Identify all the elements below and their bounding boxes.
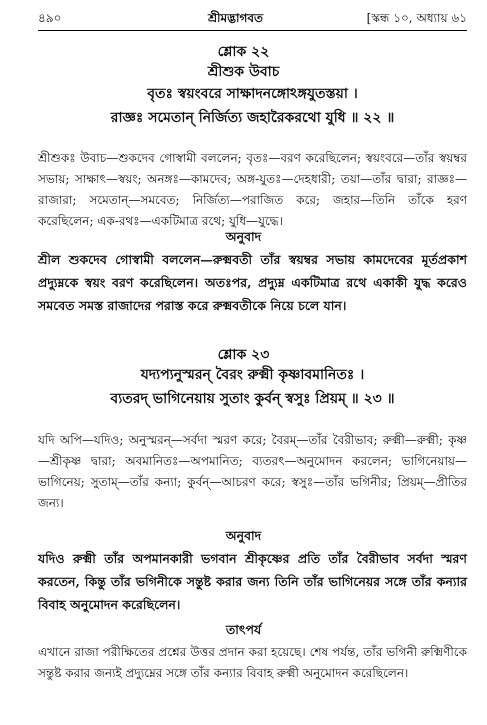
purport-heading: তাৎপর্য xyxy=(225,622,262,637)
verse22-label: শ্লোক ২২ xyxy=(217,44,270,60)
purport-text: এখানে রাজা পরীক্ষিতের প্রশ্নের উত্তর প্রদান করা হয়েছে। শেষ পর্যন্ত, তাঁর ভগিনী রুক্মিণীকে সন্তুষ্ট করার জন্যই প্রদ্যুম্নের সঙ্গে তাঁর কন্যার বিবাহ রুক্মী অনুমোদন করেছিলেন। xyxy=(38,645,467,680)
verse22-text xyxy=(40,82,465,130)
verse23-line2: ব্যতরদ্ ভাগিনেয়ায় সুতাং কুর্বন্ স্বসুঃ প্রিয়ম্ ॥ ২৩ ॥ xyxy=(110,391,395,407)
header-rule xyxy=(38,30,467,31)
verse22-synonyms: শ্রীশুকঃ উবাচ—শুকদেব গোস্বামী বললেন; বৃতঃ—বরণ করেছিলেন; স্বয়ংবরে—তাঁর স্বয়ম্বর সভায়; সাক্ষাৎ—স্বয়ং; অনঙ্গঃ—কামদেব; অঙ্গ-যুতঃ—দেহধারী; তয়া—তাঁর দ্বারা; রাজ্ঞঃ—রাজারা; সমেতান্—সমবেত; নির্জিত্য—পরাজিত করে; জহার—তিনি তাঁকে হরণ করেছিলেন; এক-রথঃ—একটিমাত্র রথে; যুধি—যুদ্ধে। xyxy=(38,151,467,228)
verse23-text xyxy=(40,363,465,411)
page-number: ৪৯০ xyxy=(38,11,62,25)
verse23-translation-heading: অনুবাদ xyxy=(225,528,262,543)
verse22-line1: বৃতঃ স্বয়ংবরে সাক্ষাদনঙ্গোঽঙ্গযুতস্তয়া । xyxy=(147,86,358,102)
verse22-line2: রাজ্ঞঃ সমেতান্ নির্জিত্য জহারৈকরথো যুধি ॥ ২২ ॥ xyxy=(110,110,395,126)
verse22-translation: শ্রীল শুকদেব গোস্বামী বললেন—রুক্মবতী তাঁর স্বয়ম্বর সভায় কামদেবের মূর্তপ্রকাশ প্রদ্যুম্নকে স্বয়ং বরণ করেছিলেন। অতঃপর, প্রদ্যুম্ন একটিমাত্র রথে একাকী যুদ্ধ করেও সমবেত সমস্ত রাজাদের পরাস্ত করে রুক্মবতীকে নিয়ে চলে যান। xyxy=(38,252,467,313)
book-title: শ্রীমদ্ভাগবত xyxy=(208,11,264,25)
verse23-line1: যদ্যপ্যনুস্মরন্ বৈরং রুক্মী কৃষ্ণাবমানিতঃ । xyxy=(140,367,365,383)
section-label: [স্কন্ধ ১০, অধ্যায় ৬১ xyxy=(366,11,467,25)
page-header xyxy=(38,8,467,28)
verse22-translation-heading: অনুবাদ xyxy=(225,229,262,244)
verse22-speaker: শ্রীশুক উবাচ xyxy=(207,64,280,80)
verse23-label: শ্লোক ২৩ xyxy=(217,347,270,363)
verse23-translation: যদিও রুক্মী তাঁর অপমানকারী ভগবান শ্রীকৃষ্ণের প্রতি তাঁর বৈরীভাব সর্বদা স্মরণ করতেন, কিন্তু তাঁর ভগিনীকে সন্তুষ্ট করার জন্য তিনি তাঁর ভাগিনেয়র সঙ্গে তাঁর কন্যার বিবাহ অনুমোদন করেছিলেন। xyxy=(38,551,467,612)
verse23-synonyms: যদি অপি—যদিও; অনুস্মরন্—সর্বদা স্মরণ করে; বৈরম্—তাঁর বৈরীভাব; রুক্মী—রুক্মী; কৃষ্ণ—শ্রীকৃষ্ণ দ্বারা; অবমানিতঃ—অপমানিত; ব্যতরৎ—অনুমোদন করলেন; ভাগিনেয়ায়—ভাগিনেয়; সুতাম্—তাঁর কন্যা; কুর্বন্—আচরণ করে; স্বসুঃ—তাঁর ভগিনীর; প্রিয়ম্—প্রীতির জন্য। xyxy=(38,433,467,510)
